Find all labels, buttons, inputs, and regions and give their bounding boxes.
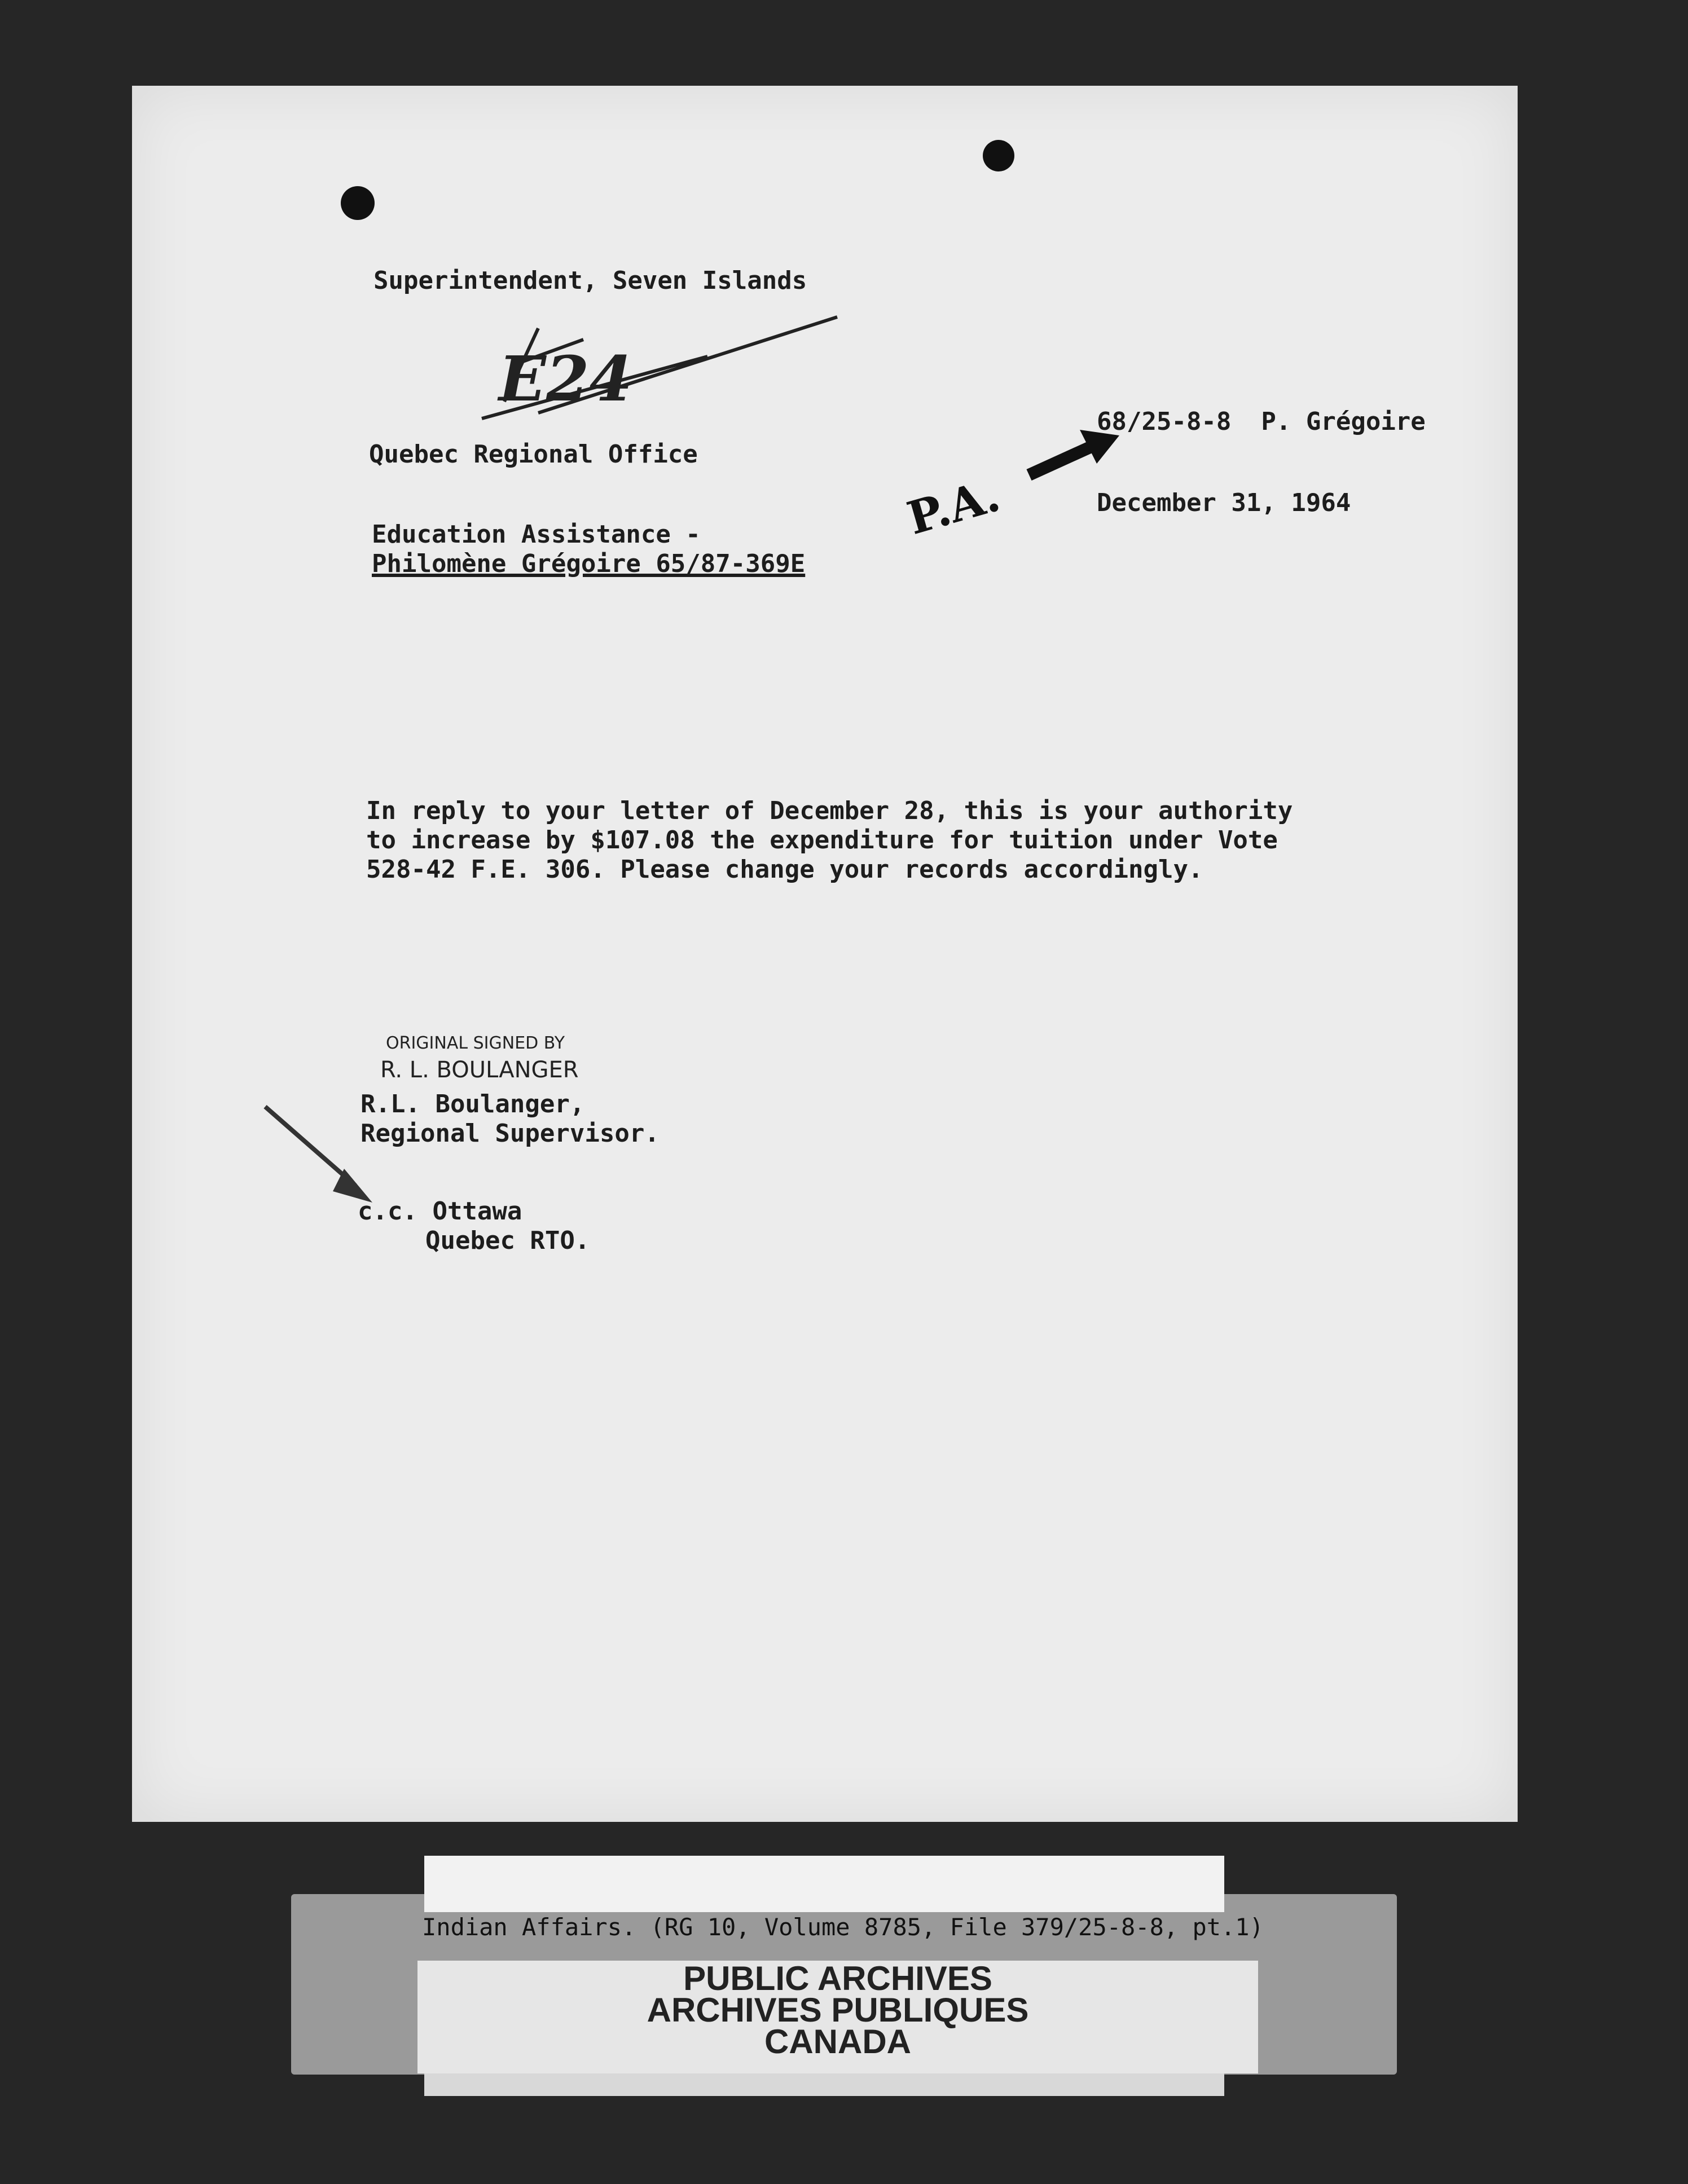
sender-line: Quebec Regional Office bbox=[369, 440, 698, 469]
body-line-3: 528-42 F.E. 306. Please change your records accordingly. bbox=[366, 855, 1203, 884]
cc-line-2: Quebec RTO. bbox=[425, 1226, 590, 1255]
bottom-label-strip bbox=[424, 2073, 1224, 2096]
archive-stamp-line-2: ARCHIVES PUBLIQUES bbox=[647, 1991, 1029, 2029]
signature-stamp-line-1: ORIGINAL SIGNED BY bbox=[386, 1033, 565, 1053]
body-line-1: In reply to your letter of December 28, this is your authority bbox=[366, 796, 1293, 825]
archive-stamp bbox=[417, 1960, 1258, 2060]
archive-reference: Indian Affairs. (RG 10, Volume 8785, File 379/25-8-8, pt.1) bbox=[422, 1913, 1264, 1941]
signature-stamp-line-2: R. L. BOULANGER bbox=[380, 1057, 579, 1083]
subject-line-2: Philomène Grégoire 65/87-369E bbox=[372, 549, 806, 578]
archive-stamp-line-1: PUBLIC ARCHIVES bbox=[683, 1960, 992, 1997]
file-reference: 68/25-8-8 P. Grégoire bbox=[1097, 407, 1426, 436]
cc-line-1: c.c. Ottawa bbox=[358, 1197, 522, 1226]
letter-date: December 31, 1964 bbox=[1097, 488, 1351, 517]
handwritten-code: E24 bbox=[499, 342, 632, 415]
reference-label-strip bbox=[424, 1856, 1224, 1912]
body-line-2: to increase by $107.08 the expenditure for tuition under Vote bbox=[366, 826, 1278, 855]
subject-line-1: Education Assistance - bbox=[372, 520, 701, 549]
punch-hole-left bbox=[341, 186, 375, 220]
pa-stamp: P.A. bbox=[902, 468, 1006, 545]
punch-hole-right bbox=[983, 140, 1014, 171]
recipient-line: Superintendent, Seven Islands bbox=[373, 266, 807, 295]
signer-name: R.L. Boulanger, bbox=[361, 1090, 585, 1119]
signer-title: Regional Supervisor. bbox=[361, 1119, 660, 1148]
letter-page bbox=[132, 86, 1518, 1822]
archive-stamp-line-3: CANADA bbox=[764, 2023, 911, 2060]
pa-arrow-icon bbox=[1023, 424, 1125, 492]
